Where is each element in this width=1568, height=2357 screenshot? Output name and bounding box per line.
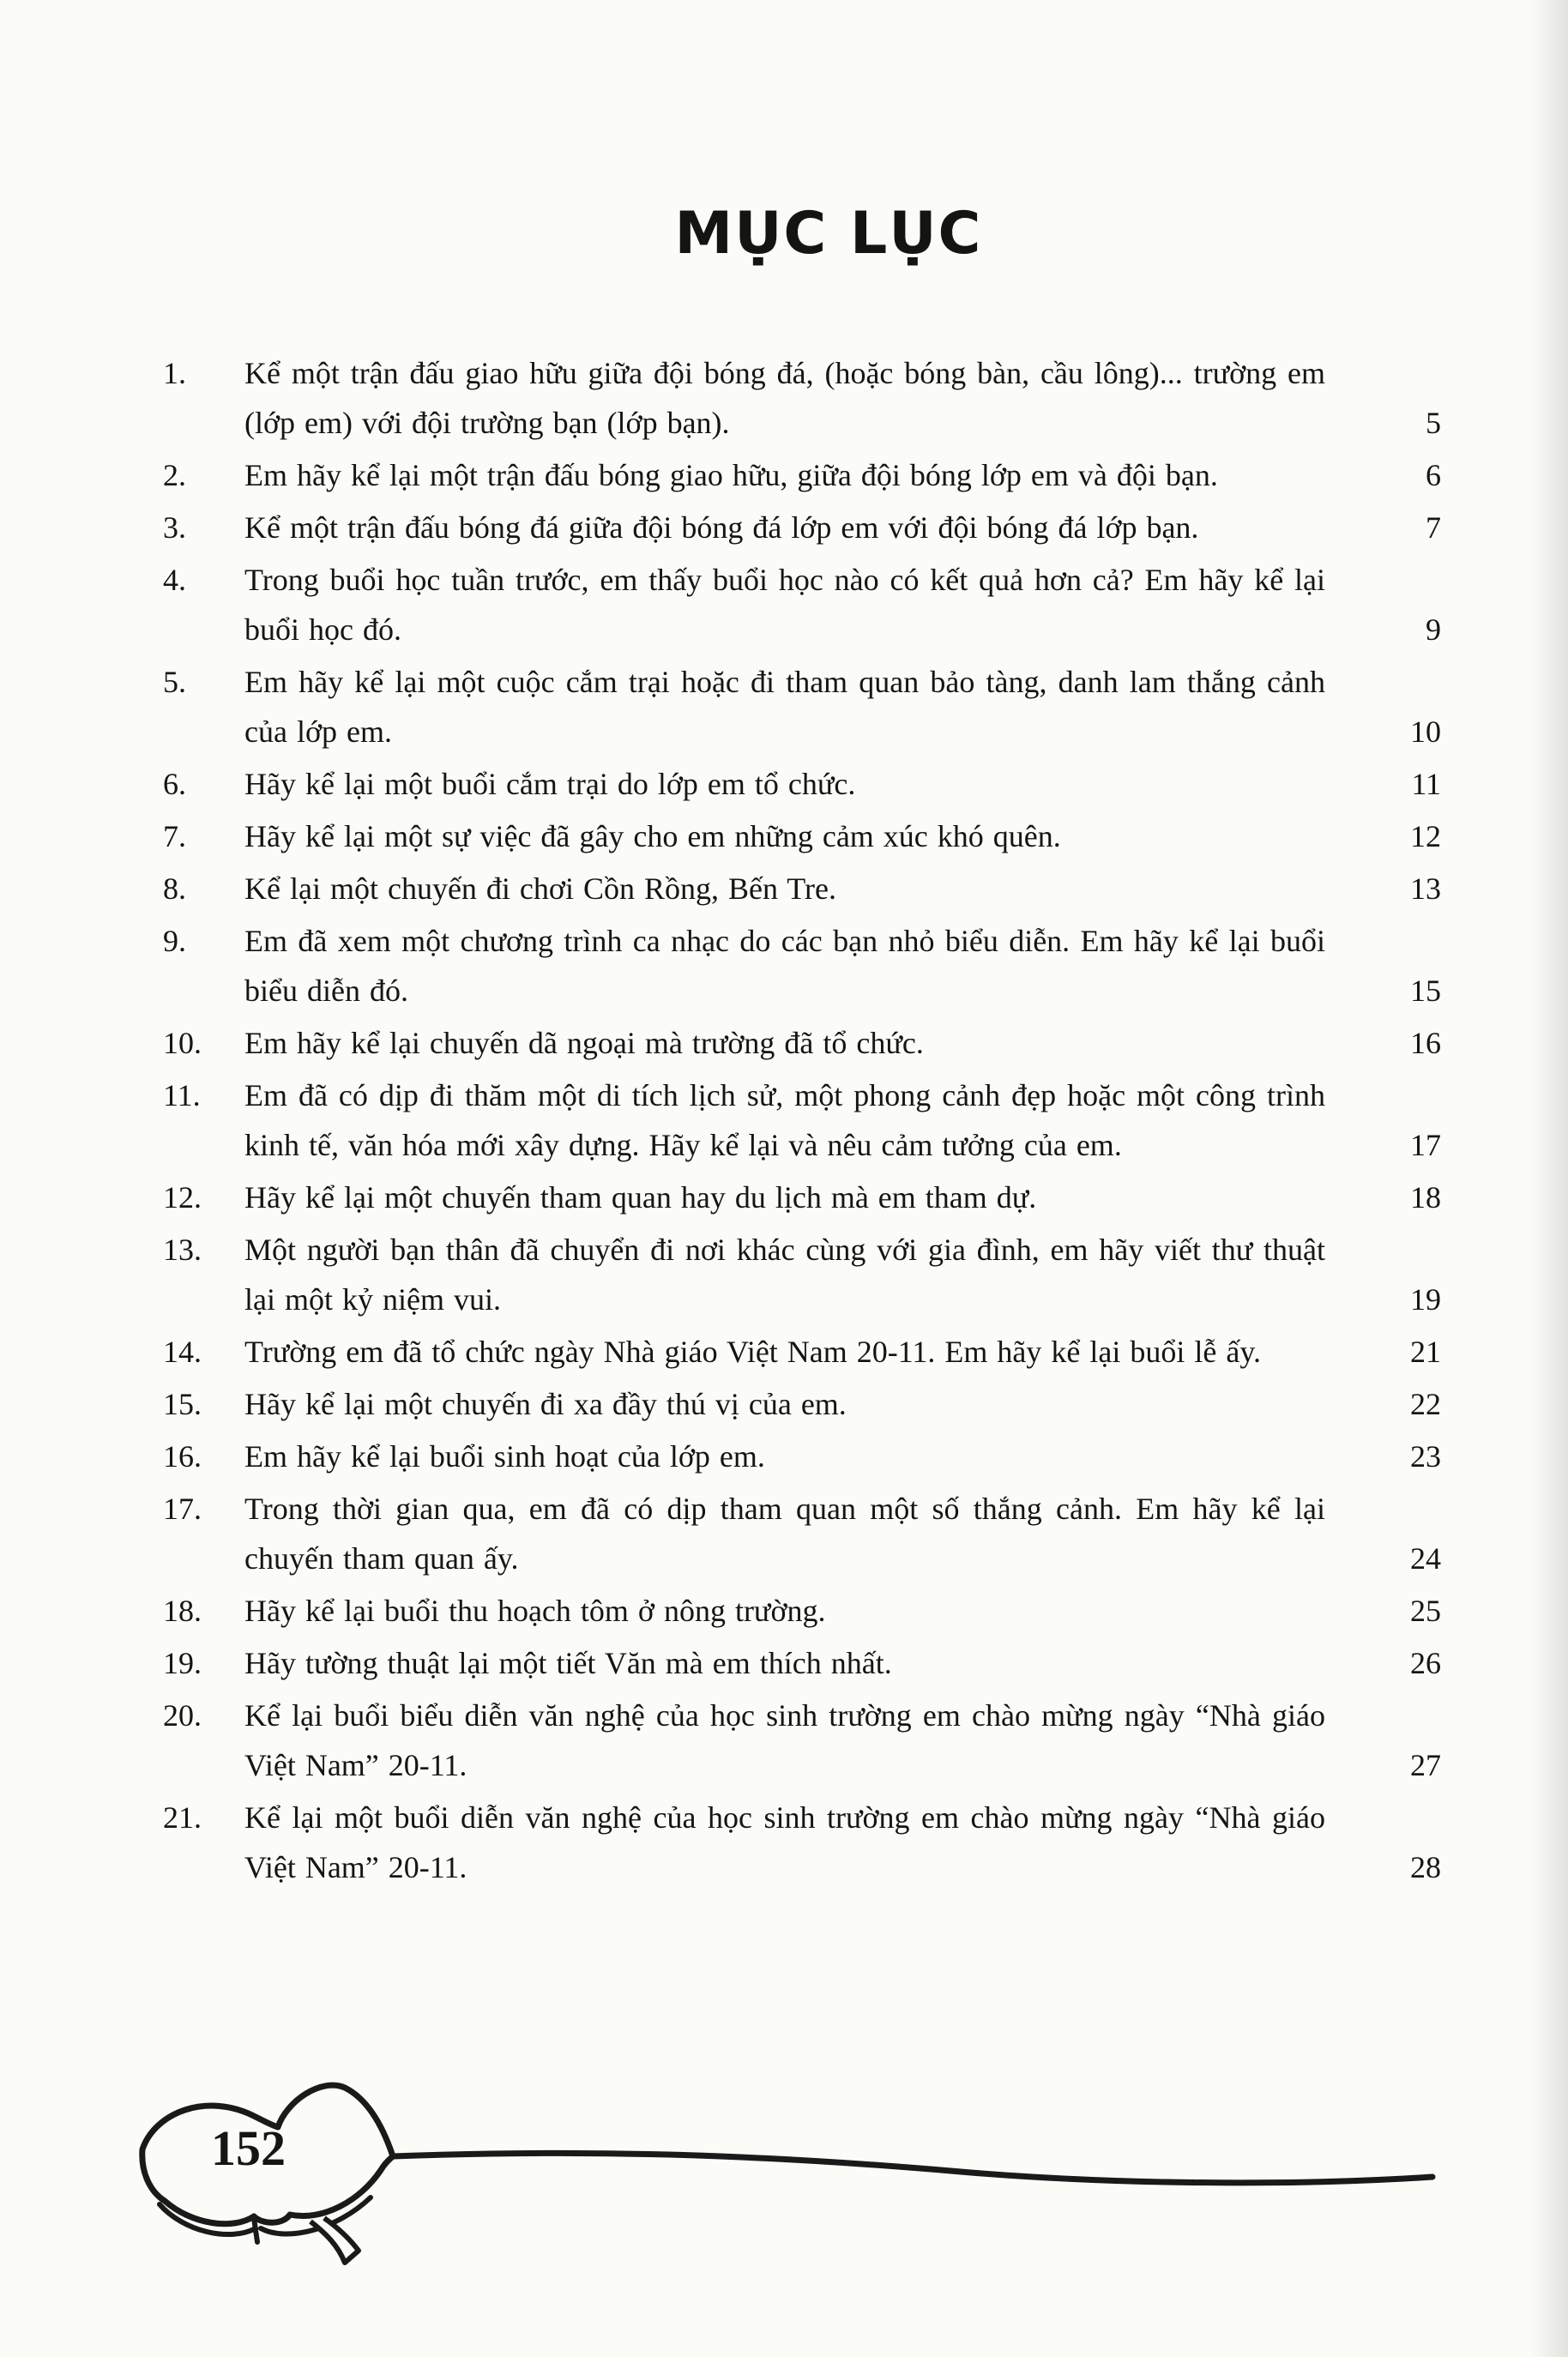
toc-item (163, 1327, 1441, 1377)
toc-item-page: 10 (1410, 714, 1441, 749)
toc-item-number: 16. (163, 1439, 202, 1474)
toc-item-number: 15. (163, 1387, 202, 1421)
toc-item-number: 14. (163, 1335, 202, 1369)
toc-item-title: Hãy kể lại một buổi cắm trại do lớp em tổ chức. (244, 767, 856, 801)
toc-item (163, 1638, 1441, 1688)
toc-item (163, 1172, 1441, 1222)
toc-item-title: Em hãy kể lại chuyến dã ngoại mà trường đã tổ chức. (244, 1026, 924, 1060)
toc-item-page: 17 (1410, 1128, 1441, 1162)
toc-item (163, 1379, 1441, 1429)
toc-item-title: Hãy kể lại một chuyến tham quan hay du lịch mà em tham dự. (244, 1180, 1037, 1215)
toc-item-page: 15 (1410, 974, 1441, 1008)
toc-item-title: Trong buổi học tuần trước, em thấy buổi học nào có kết quả hơn cả? Em hãy kể lại buổi học đó. (244, 563, 1325, 647)
book-spine-tick (254, 2218, 257, 2242)
toc-item (163, 759, 1441, 809)
toc-item-number: 3. (163, 510, 186, 545)
book-page-number: 152 (211, 2120, 286, 2176)
toc-item (163, 811, 1441, 861)
toc-item-page: 13 (1410, 871, 1441, 906)
toc-item-title: Hãy kể lại một chuyến đi xa đầy thú vị của em. (244, 1387, 847, 1421)
toc-item-page: 18 (1410, 1180, 1441, 1215)
toc-item (163, 555, 1441, 654)
toc-item-title: Em hãy kể lại một cuộc cắm trại hoặc đi tham quan bảo tàng, danh lam thắng cảnh của lớp em. (244, 665, 1325, 749)
toc-item (163, 450, 1441, 500)
toc-item-title: Kể lại một buổi diễn văn nghệ của học sinh trường em chào mừng ngày “Nhà giáo Việt Nam” 20-11. (244, 1800, 1325, 1884)
toc-item-page: 9 (1426, 612, 1441, 647)
toc-item-number: 1. (163, 356, 186, 390)
toc-item-title: Em hãy kể lại một trận đấu bóng giao hữu, giữa đội bóng lớp em và đội bạn. (244, 458, 1218, 492)
toc-item-page: 7 (1426, 510, 1441, 545)
toc-item-page: 25 (1410, 1594, 1441, 1628)
toc-item-number: 9. (163, 924, 186, 958)
toc-item-number: 10. (163, 1026, 202, 1060)
toc-item-title: Hãy kể lại buổi thu hoạch tôm ở nông trường. (244, 1594, 826, 1628)
toc-item-title: Em đã xem một chương trình ca nhạc do các bạn nhỏ biểu diễn. Em hãy kể lại buổi biểu diễn đó. (244, 924, 1325, 1008)
toc-item (163, 1484, 1441, 1583)
toc-item (163, 1225, 1441, 1324)
footer-illustration (0, 2057, 1568, 2357)
toc-item-page: 6 (1426, 458, 1441, 492)
toc-item-title: Kể lại buổi biểu diễn văn nghệ của học sinh trường em chào mừng ngày “Nhà giáo Việt Nam” 20-11. (244, 1698, 1325, 1782)
toc-item (163, 503, 1441, 552)
page-title-container (0, 202, 1568, 267)
toc-item-title: Hãy kể lại một sự việc đã gây cho em những cảm xúc khó quên. (244, 819, 1061, 853)
toc-item-number: 2. (163, 458, 186, 492)
bookmark-ribbon (311, 2218, 359, 2263)
toc-item-number: 20. (163, 1698, 202, 1733)
toc-item (163, 1793, 1441, 1892)
toc-item-title: Trường em đã tổ chức ngày Nhà giáo Việt Nam 20-11. Em hãy kể lại buổi lễ ấy. (244, 1335, 1261, 1369)
toc-item-page: 19 (1410, 1282, 1441, 1317)
toc-item-number: 5. (163, 665, 186, 699)
toc-list (163, 348, 1441, 1895)
toc-item-title: Kể lại một chuyến đi chơi Cồn Rồng, Bến Tre. (244, 871, 836, 906)
toc-item-page: 22 (1410, 1387, 1441, 1421)
toc-item-number: 13. (163, 1233, 202, 1267)
toc-item (163, 1070, 1441, 1170)
toc-item-title: Hãy tường thuật lại một tiết Văn mà em thích nhất. (244, 1646, 892, 1680)
scan-edge-shadow (1530, 0, 1568, 2357)
toc-item (163, 1432, 1441, 1481)
toc-item-title: Trong thời gian qua, em đã có dịp tham quan một số thắng cảnh. Em hãy kể lại chuyến tham quan ấy. (244, 1492, 1325, 1576)
toc-item-number: 4. (163, 563, 186, 597)
toc-item-page: 16 (1410, 1026, 1441, 1060)
toc-item-number: 6. (163, 767, 186, 801)
toc-item-page: 21 (1410, 1335, 1441, 1369)
toc-item-title: Em đã có dịp đi thăm một di tích lịch sử, một phong cảnh đẹp hoặc một công trình kinh tế, văn hóa mới xây dựng. Hãy kể lại và nêu cảm tưởng của em. (244, 1078, 1325, 1162)
toc-item (163, 1018, 1441, 1068)
toc-item-page: 24 (1410, 1541, 1441, 1576)
toc-item-title: Em hãy kể lại buổi sinh hoạt của lớp em. (244, 1439, 765, 1474)
toc-item-number: 19. (163, 1646, 202, 1680)
toc-item (163, 657, 1441, 757)
toc-item-page: 26 (1410, 1646, 1441, 1680)
toc-item (163, 864, 1441, 913)
toc-item-number: 12. (163, 1180, 202, 1215)
toc-item-title: Kể một trận đấu bóng đá giữa đội bóng đá lớp em với đội bóng đá lớp bạn. (244, 510, 1199, 545)
toc-item (163, 1691, 1441, 1790)
footer-rule-line (393, 2153, 1432, 2183)
toc-item-page: 5 (1426, 406, 1441, 440)
toc-item (163, 1586, 1441, 1636)
toc-item-number: 21. (163, 1800, 202, 1835)
toc-item-number: 11. (163, 1078, 201, 1112)
toc-item-page: 23 (1410, 1439, 1441, 1474)
open-book-footer-graphic (0, 2057, 1568, 2357)
toc-item-title: Một người bạn thân đã chuyển đi nơi khác cùng với gia đình, em hãy viết thư thuật lại một kỷ niệm vui. (244, 1233, 1325, 1317)
toc-item-number: 8. (163, 871, 186, 906)
toc-item-page: 28 (1410, 1850, 1441, 1884)
toc-item-title: Kể một trận đấu giao hữu giữa đội bóng đá, (hoặc bóng bàn, cầu lông)... trường em (lớp em) với đội trường bạn (lớp bạn). (244, 356, 1325, 440)
toc-item (163, 348, 1441, 448)
toc-item-number: 18. (163, 1594, 202, 1628)
page-title: MỤC LỤC (674, 200, 983, 268)
toc-item-page: 11 (1411, 767, 1441, 801)
toc-item-number: 7. (163, 819, 186, 853)
toc-item-number: 17. (163, 1492, 202, 1526)
toc-item (163, 916, 1441, 1016)
toc-item-page: 27 (1410, 1748, 1441, 1782)
toc-item-page: 12 (1410, 819, 1441, 853)
